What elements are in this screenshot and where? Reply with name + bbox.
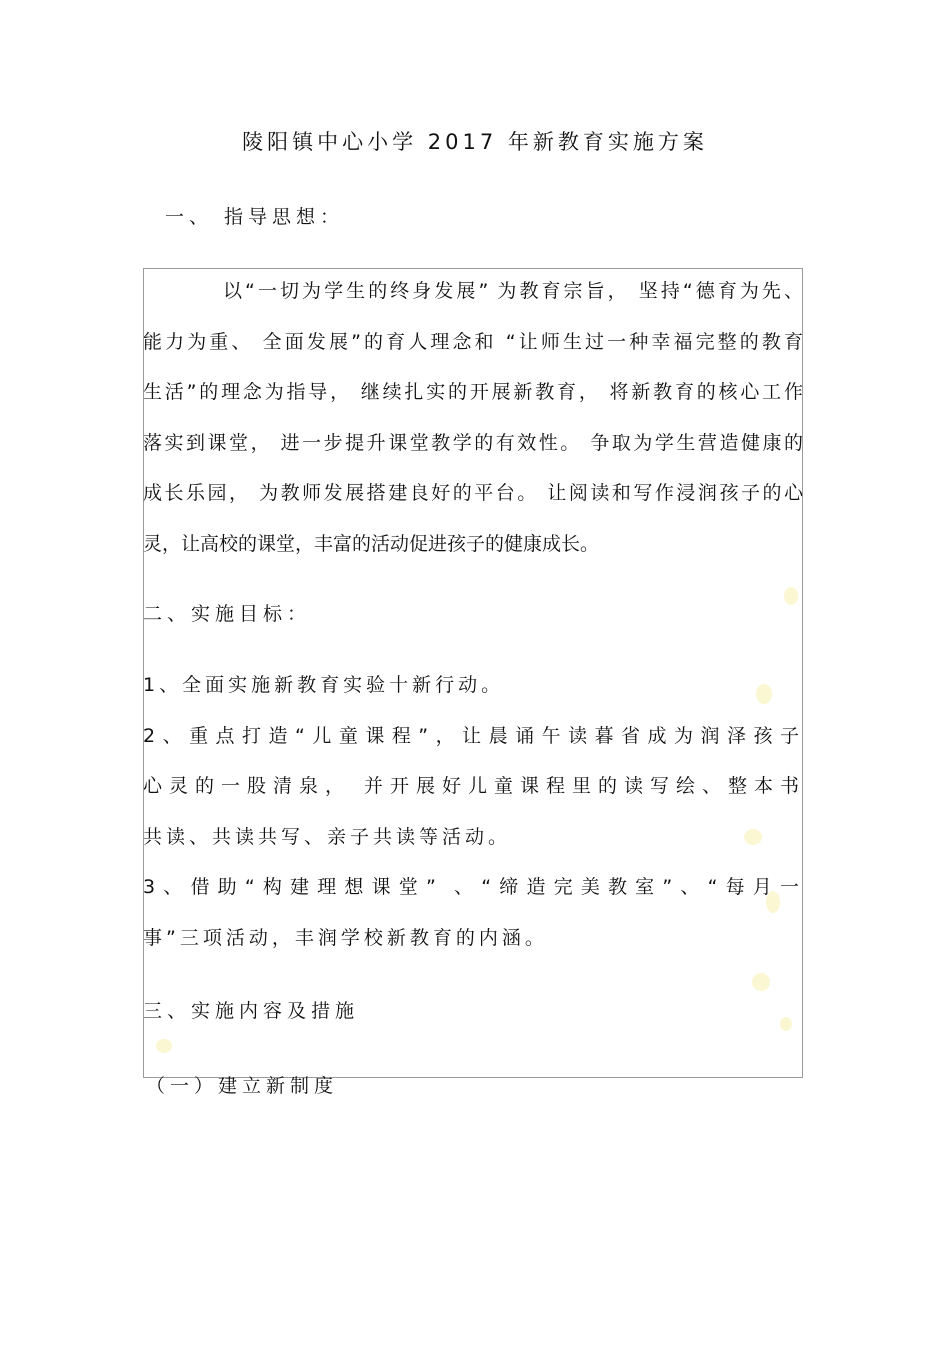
paragraph-line: 成长乐园， 为教师发展搭建良好的平台。 让阅读和写作浸润孩子的心 — [143, 482, 803, 504]
guiding-ideology-paragraph — [143, 266, 803, 569]
goal-item: 3、借助“构建理想课堂” 、“缔造完美教室”、“每月一 — [143, 876, 803, 898]
section-heading-guiding-ideology: 一、 指导思想： — [165, 206, 345, 228]
paragraph-line: 落实到课堂， 进一步提升课堂教学的有效性。 争取为学生营造健康的 — [143, 431, 803, 454]
paper-speck — [780, 1017, 792, 1031]
paragraph-line: 生活”的理念为指导， 继续扎实的开展新教育， 将新教育的核心工作 — [143, 381, 803, 403]
paragraph-line: 能力为重、 全面发展”的育人理念和 “让师生过一种幸福完整的教育 — [143, 330, 803, 353]
paper-speck — [156, 1039, 172, 1053]
implementation-goals-list — [143, 660, 803, 963]
subsection-heading-new-system: （一）建立新制度 — [146, 1075, 339, 1097]
section-heading-implementation-goals: 二、实施目标： — [143, 603, 312, 625]
paragraph-line: 以“一切为学生的终身发展” 为教育宗旨， 坚持“德育为先、 — [223, 280, 803, 302]
goal-item: 共读、共读共写、亲子共读等活动。 — [143, 825, 512, 848]
paper-speck — [784, 587, 798, 605]
document-title: 陵阳镇中心小学 2017 年新教育实施方案 — [242, 130, 708, 154]
goal-item: 1、全面实施新教育实验十新行动。 — [143, 674, 505, 696]
goal-item: 2、重点打造“儿童课程”，让晨诵午读暮省成为润泽孩子 — [143, 724, 803, 747]
paper-speck — [752, 973, 770, 991]
paragraph-line: 灵，让高校的课堂，丰富的活动促进孩子的健康成长。 — [143, 532, 600, 555]
goal-item: 心灵的一股清泉， 并开展好儿童课程里的读写绘、整本书 — [143, 775, 803, 797]
goal-item: 事”三项活动，丰润学校新教育的内涵。 — [143, 926, 548, 949]
section-heading-content-and-measures: 三、实施内容及措施 — [143, 1000, 360, 1022]
